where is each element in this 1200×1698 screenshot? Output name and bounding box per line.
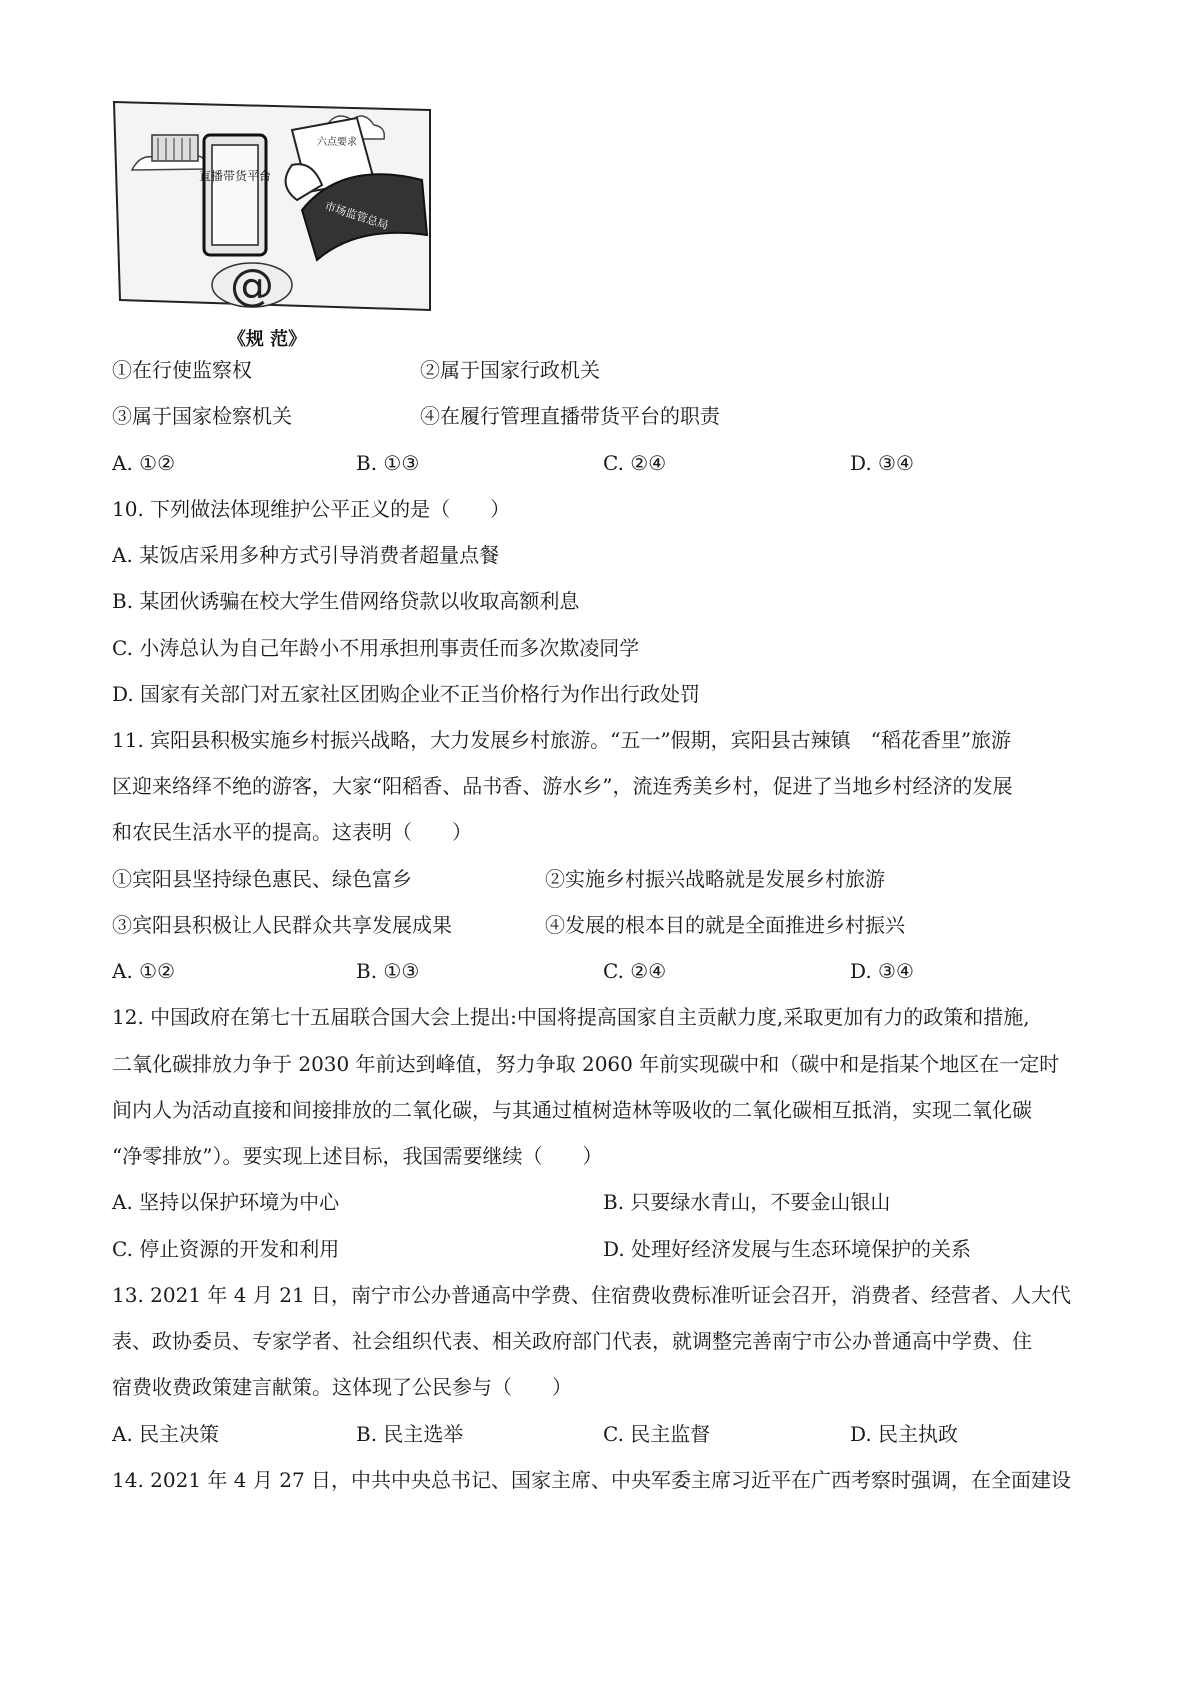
platform-book xyxy=(199,135,271,255)
q14-stem-line-1: 14. 2021 年 4 月 27 日，中共中央总书记、国家主席、中央军委主席习近平在广西考察时强调，在全面建设 xyxy=(112,1468,1072,1492)
q12-stem-line-3: 间内人为活动直接和间接排放的二氧化碳，与其通过植树造林等吸收的二氧化碳相互抵消，实现二氧化碳 xyxy=(112,1098,1032,1122)
document-text: 六点要求 xyxy=(317,137,357,148)
cartoon-svg xyxy=(112,100,472,370)
q11-option-a: A. ①② xyxy=(112,959,176,983)
q13-option-b: B. 民主选举 xyxy=(356,1422,464,1446)
q11-statement-2: ②实施乡村振兴战略就是发展乡村旅游 xyxy=(545,867,885,891)
q12-option-c: C. 停止资源的开发和利用 xyxy=(112,1237,340,1261)
q11-option-c: C. ②④ xyxy=(603,959,667,983)
q12-stem-line-4: “净零排放”）。要实现上述目标，我国需要继续（ ） xyxy=(112,1144,603,1168)
q11-stem-line-1: 11. 宾阳县积极实施乡村振兴战略，大力发展乡村旅游。“五一”假期，宾阳县古辣镇 “稻花香里”旅游 xyxy=(112,728,1012,752)
q9-option-b: B. ①③ xyxy=(356,451,420,475)
q12-option-d: D. 处理好经济发展与生态环境保护的关系 xyxy=(603,1237,972,1261)
q11-statement-1: ①宾阳县坚持绿色惠民、绿色富乡 xyxy=(112,867,412,891)
q9-statement-2: ②属于国家行政机关 xyxy=(420,358,600,382)
q10-stem: 10. 下列做法体现维护公平正义的是（ ） xyxy=(112,497,511,521)
q10-option-a: A. 某饭店采用多种方式引导消费者超量点餐 xyxy=(112,543,500,567)
q11-option-d: D. ③④ xyxy=(850,959,914,983)
q9-option-d: D. ③④ xyxy=(850,451,914,475)
q11-statement-3: ③宾阳县积极让人民群众共享发展成果 xyxy=(112,913,452,937)
q11-stem-line-2: 区迎来络绎不绝的游客，大家“阳稻香、品书香、游水乡”，流连秀美乡村，促进了当地乡村经济的发展 xyxy=(112,774,1013,798)
q10-option-c: C. 小涛总认为自己年龄小不用承担刑事责任而多次欺凌同学 xyxy=(112,636,640,660)
q12-stem-line-1: 12. 中国政府在第七十五届联合国大会上提出:中国将提高国家自主贡献力度,采取更加有力的政策和措施, xyxy=(112,1005,1030,1029)
q9-statement-1: ①在行使监察权 xyxy=(112,358,252,382)
sleeve-text: 市场监管总局 xyxy=(323,199,390,233)
q13-stem-line-1: 13. 2021 年 4 月 21 日，南宁市公办普通高中学费、住宿费收费标准听证会召开，消费者、经营者、人大代 xyxy=(112,1283,1072,1307)
cartoon-illustration xyxy=(112,100,472,370)
q12-stem-line-2: 二氧化碳排放力争于 2030 年前达到峰值，努力争取 2060 年前实现碳中和（碳中和是指某个地区在一定时 xyxy=(112,1052,1060,1076)
building-icon xyxy=(152,135,198,161)
q9-statement-3: ③属于国家检察机关 xyxy=(112,404,292,428)
q11-stem-line-3: 和农民生活水平的提高。这表明（ ） xyxy=(112,820,472,844)
q10-option-b: B. 某团伙诱骗在校大学生借网络贷款以收取高额利息 xyxy=(112,589,580,613)
q13-stem-line-2: 表、政协委员、专家学者、社会组织代表、相关政府部门代表，就调整完善南宁市公办普通高中学费、住 xyxy=(112,1329,1032,1353)
q9-option-c: C. ②④ xyxy=(603,451,667,475)
q13-option-d: D. 民主执政 xyxy=(850,1422,959,1446)
platform-book-text: 直播带货平台 xyxy=(198,169,272,183)
svg-text:@: @ xyxy=(230,260,274,311)
q11-option-b: B. ①③ xyxy=(356,959,420,983)
cartoon-caption: 《规 范》 xyxy=(227,329,307,350)
q12-option-b: B. 只要绿水青山，不要金山银山 xyxy=(603,1190,891,1214)
q13-stem-line-3: 宿费收费政策建言献策。这体现了公民参与（ ） xyxy=(112,1375,572,1399)
q9-option-a: A. ①② xyxy=(112,451,176,475)
q13-option-c: C. 民主监督 xyxy=(603,1422,711,1446)
q9-statement-4: ④在履行管理直播带货平台的职责 xyxy=(420,404,720,428)
q12-option-a: A. 坚持以保护环境为中心 xyxy=(112,1190,340,1214)
q10-option-d: D. 国家有关部门对五家社区团购企业不正当价格行为作出行政处罚 xyxy=(112,682,701,706)
q11-statement-4: ④发展的根本目的就是全面推进乡村振兴 xyxy=(545,913,905,937)
q13-option-a: A. 民主决策 xyxy=(112,1422,220,1446)
